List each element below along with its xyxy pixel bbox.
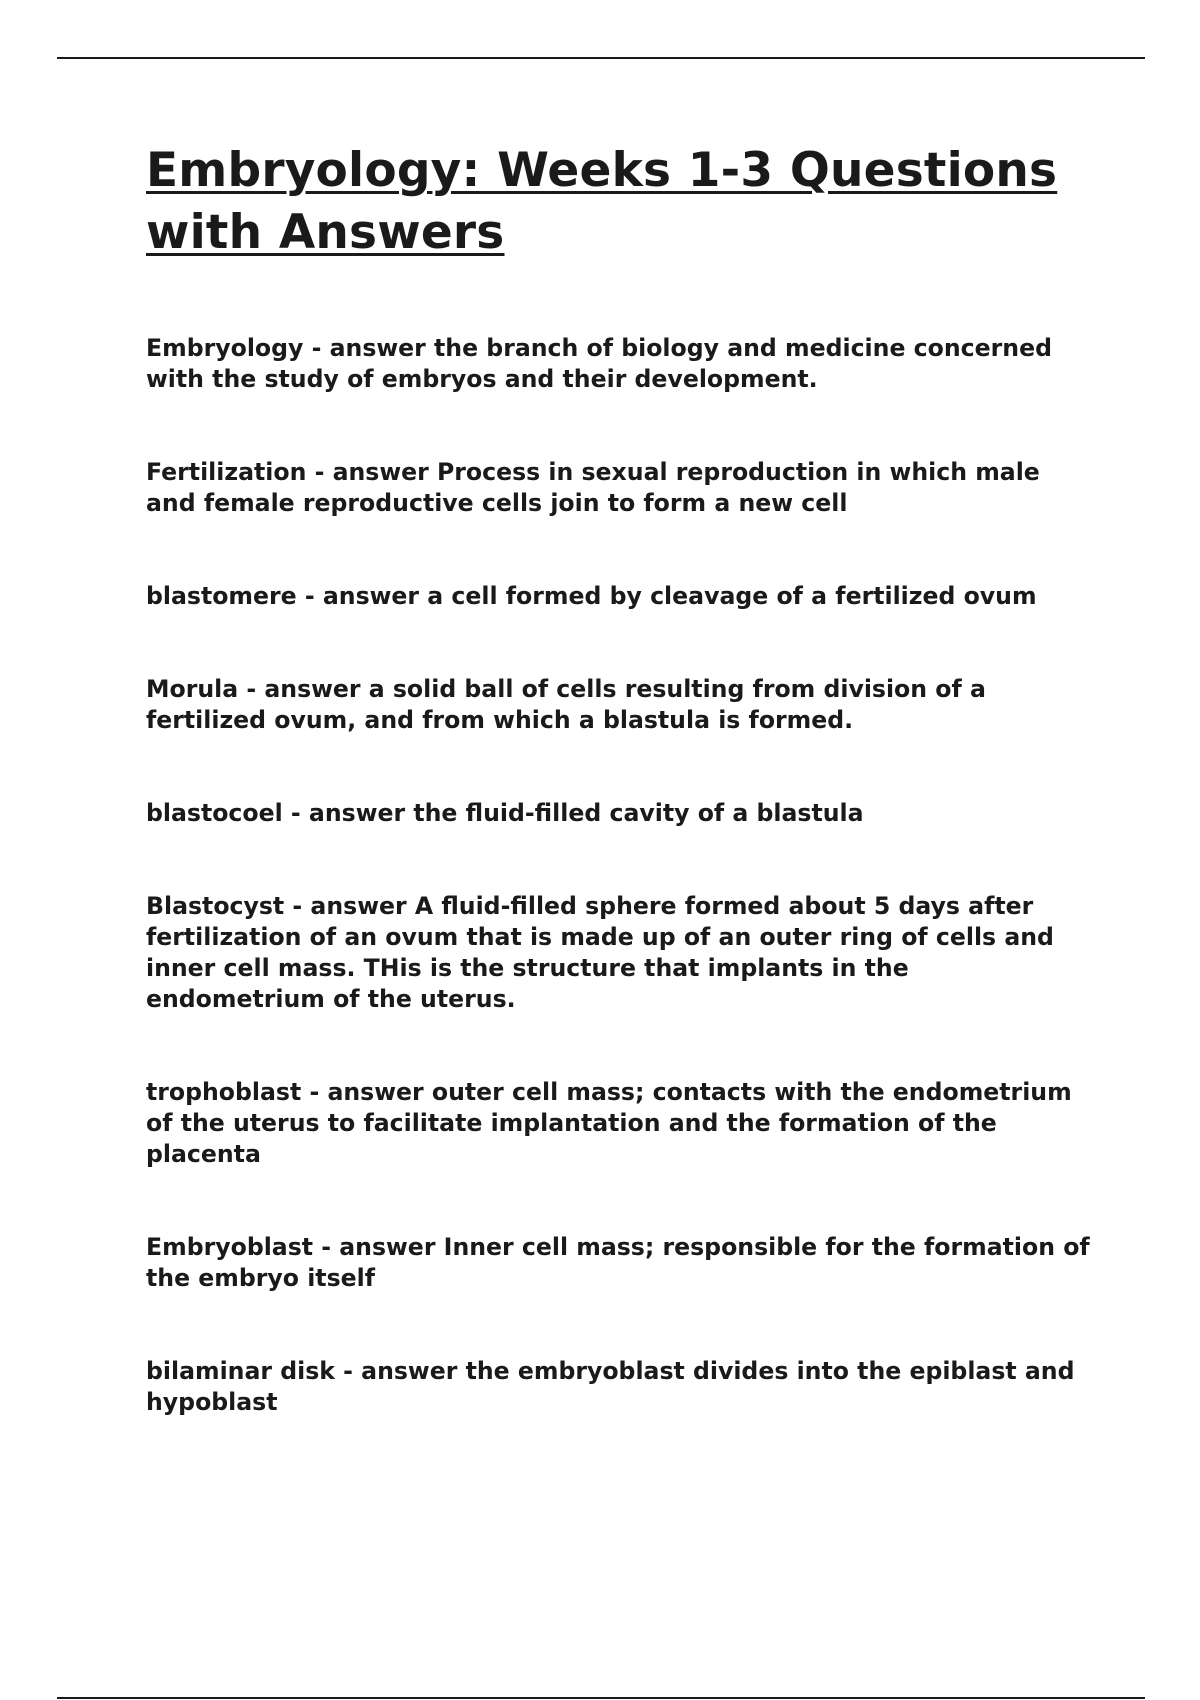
qa-entry-trophoblast: trophoblast - answer outer cell mass; contacts with the endometrium of the uterus to facilitate implantation and the formation of the placenta xyxy=(146,1078,1072,1168)
qa-entry-blastocyst: Blastocyst - answer A fluid-filled sphere formed about 5 days after fertilization of an ovum that is made up of an outer ring of cells and inner cell mass. THis is the structure that implants in the endometrium of the uterus. xyxy=(146,892,1054,1013)
qa-entry-fertilization: Fertilization - answer Process in sexual reproduction in which male and female reproductive cells join to form a new cell xyxy=(146,458,1040,517)
qa-entry-blastocoel: blastocoel - answer the fluid-filled cavity of a blastula xyxy=(146,799,864,827)
qa-entry-bilaminar-disk: bilaminar disk - answer the embryoblast divides into the epiblast and hypoblast xyxy=(146,1357,1075,1416)
document-body xyxy=(146,140,1090,1418)
qa-entry-embryoblast: Embryoblast - answer Inner cell mass; responsible for the formation of the embryo itself xyxy=(146,1233,1090,1292)
top-divider xyxy=(57,57,1145,59)
page-title: Embryology: Weeks 1-3 Questions with Answers xyxy=(146,143,1058,260)
qa-entry-embryology: Embryology - answer the branch of biology and medicine concerned with the study of embryos and their development. xyxy=(146,334,1052,393)
qa-entry-morula: Morula - answer a solid ball of cells resulting from division of a fertilized ovum, and from which a blastula is formed. xyxy=(146,675,986,734)
bottom-divider xyxy=(57,1697,1145,1699)
qa-entry-blastomere: blastomere - answer a cell formed by cleavage of a fertilized ovum xyxy=(146,582,1037,610)
qa-list xyxy=(146,333,1090,1418)
